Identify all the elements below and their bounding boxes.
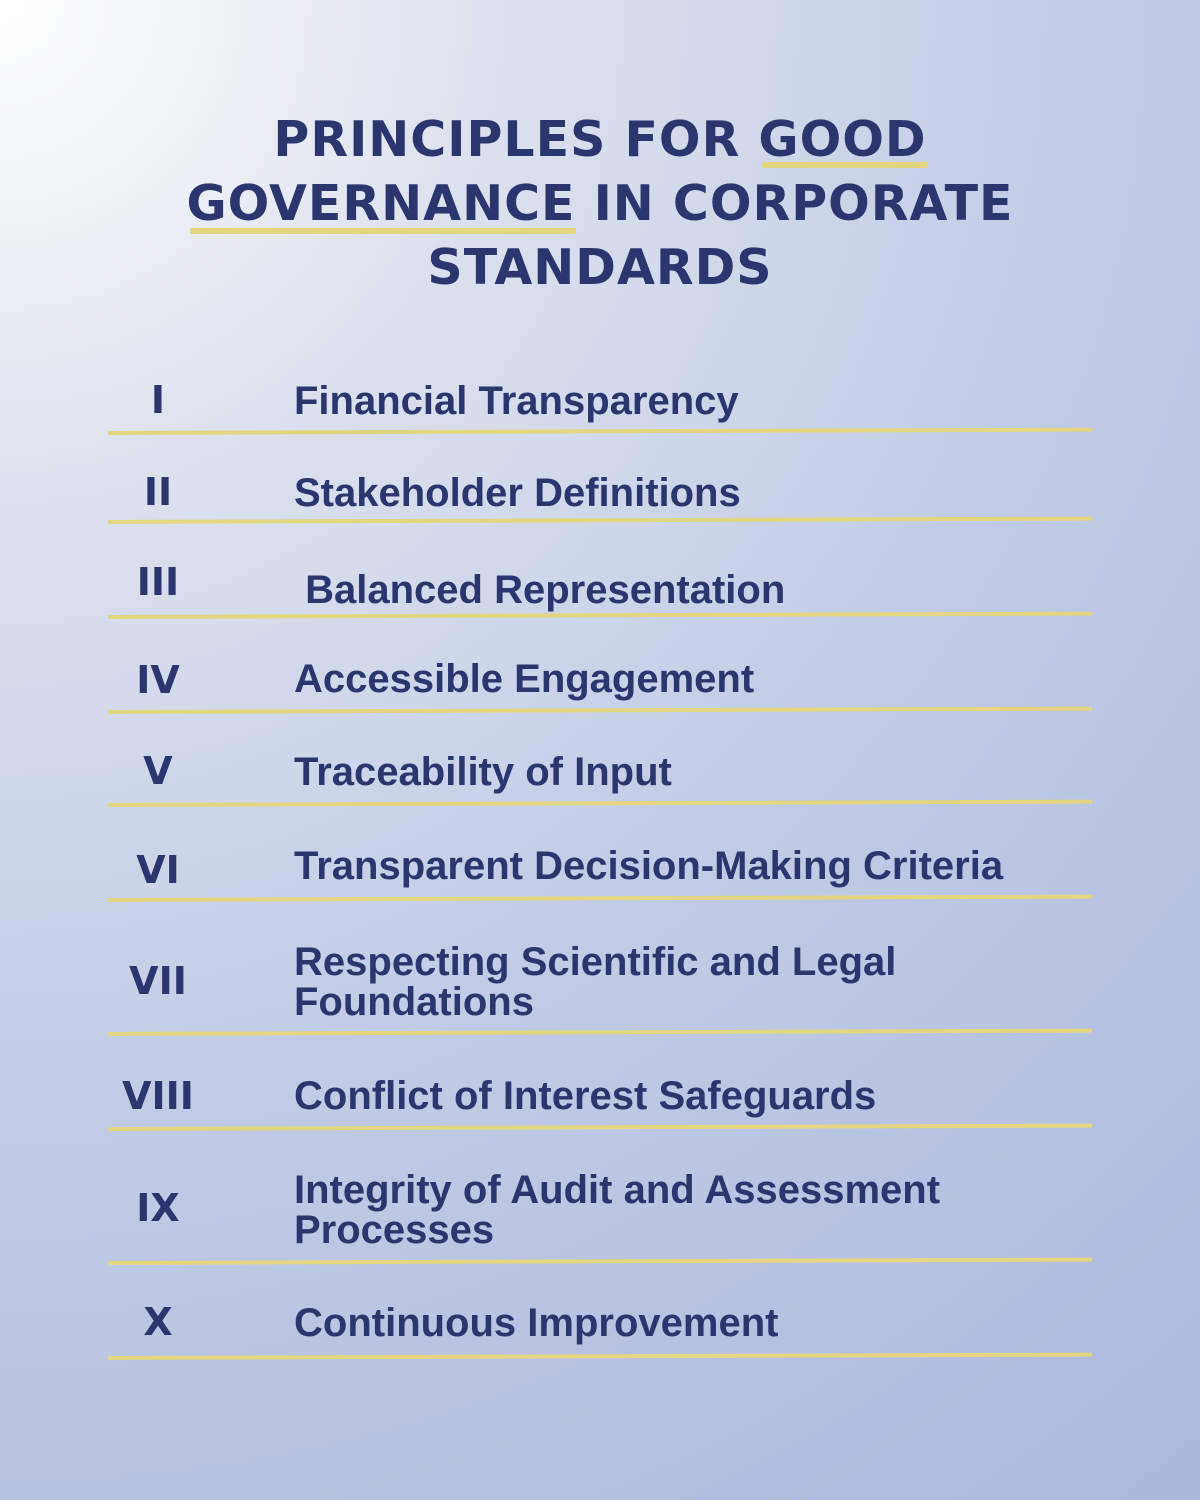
title-highlight-good: GOOD xyxy=(758,108,926,172)
principle-label: Stakeholder Definitions xyxy=(294,471,741,515)
principle-numeral: X xyxy=(143,1300,173,1344)
principle-numeral: VIII xyxy=(122,1074,194,1118)
divider-line xyxy=(108,1258,1092,1265)
principle-label: Accessible Engagement xyxy=(294,657,755,701)
principle-label: Integrity of Audit and Assessment Processes xyxy=(294,1168,941,1252)
divider-line xyxy=(108,428,1092,435)
divider-line xyxy=(108,1124,1092,1131)
principle-numeral: VI xyxy=(136,848,180,892)
principle-label: Continuous Improvement xyxy=(294,1301,779,1345)
divider-line xyxy=(108,612,1092,619)
principle-label: Transparent Decision-Making Criteria xyxy=(294,844,1004,888)
principle-numeral: III xyxy=(136,560,180,604)
principle-numeral: I xyxy=(150,378,166,422)
principle-numeral: V xyxy=(143,749,173,793)
principle-numeral: IV xyxy=(136,658,180,702)
divider-line xyxy=(108,800,1092,807)
principle-numeral: IX xyxy=(136,1186,180,1230)
principle-label: Conflict of Interest Safeguards xyxy=(294,1074,877,1118)
principle-label: Balanced Representation xyxy=(294,568,786,612)
title-text: PRINCIPLES FOR xyxy=(273,111,759,168)
principle-numeral: VII xyxy=(129,959,187,1003)
divider-line xyxy=(108,895,1092,902)
principle-numeral: II xyxy=(143,470,173,514)
principle-label: Respecting Scientific and Legal Foundations xyxy=(294,940,897,1024)
title-highlight-governance: GOVERNANCE xyxy=(186,172,575,236)
divider-line xyxy=(108,1029,1092,1036)
divider-line xyxy=(108,1353,1092,1360)
principle-label: Financial Transparency xyxy=(294,379,739,423)
title-line-3: STANDARDS xyxy=(427,239,773,296)
divider-line xyxy=(108,707,1092,714)
principle-label: Traceability of Input xyxy=(294,750,672,794)
divider-line xyxy=(108,517,1092,524)
title-text: IN CORPORATE xyxy=(575,175,1014,232)
